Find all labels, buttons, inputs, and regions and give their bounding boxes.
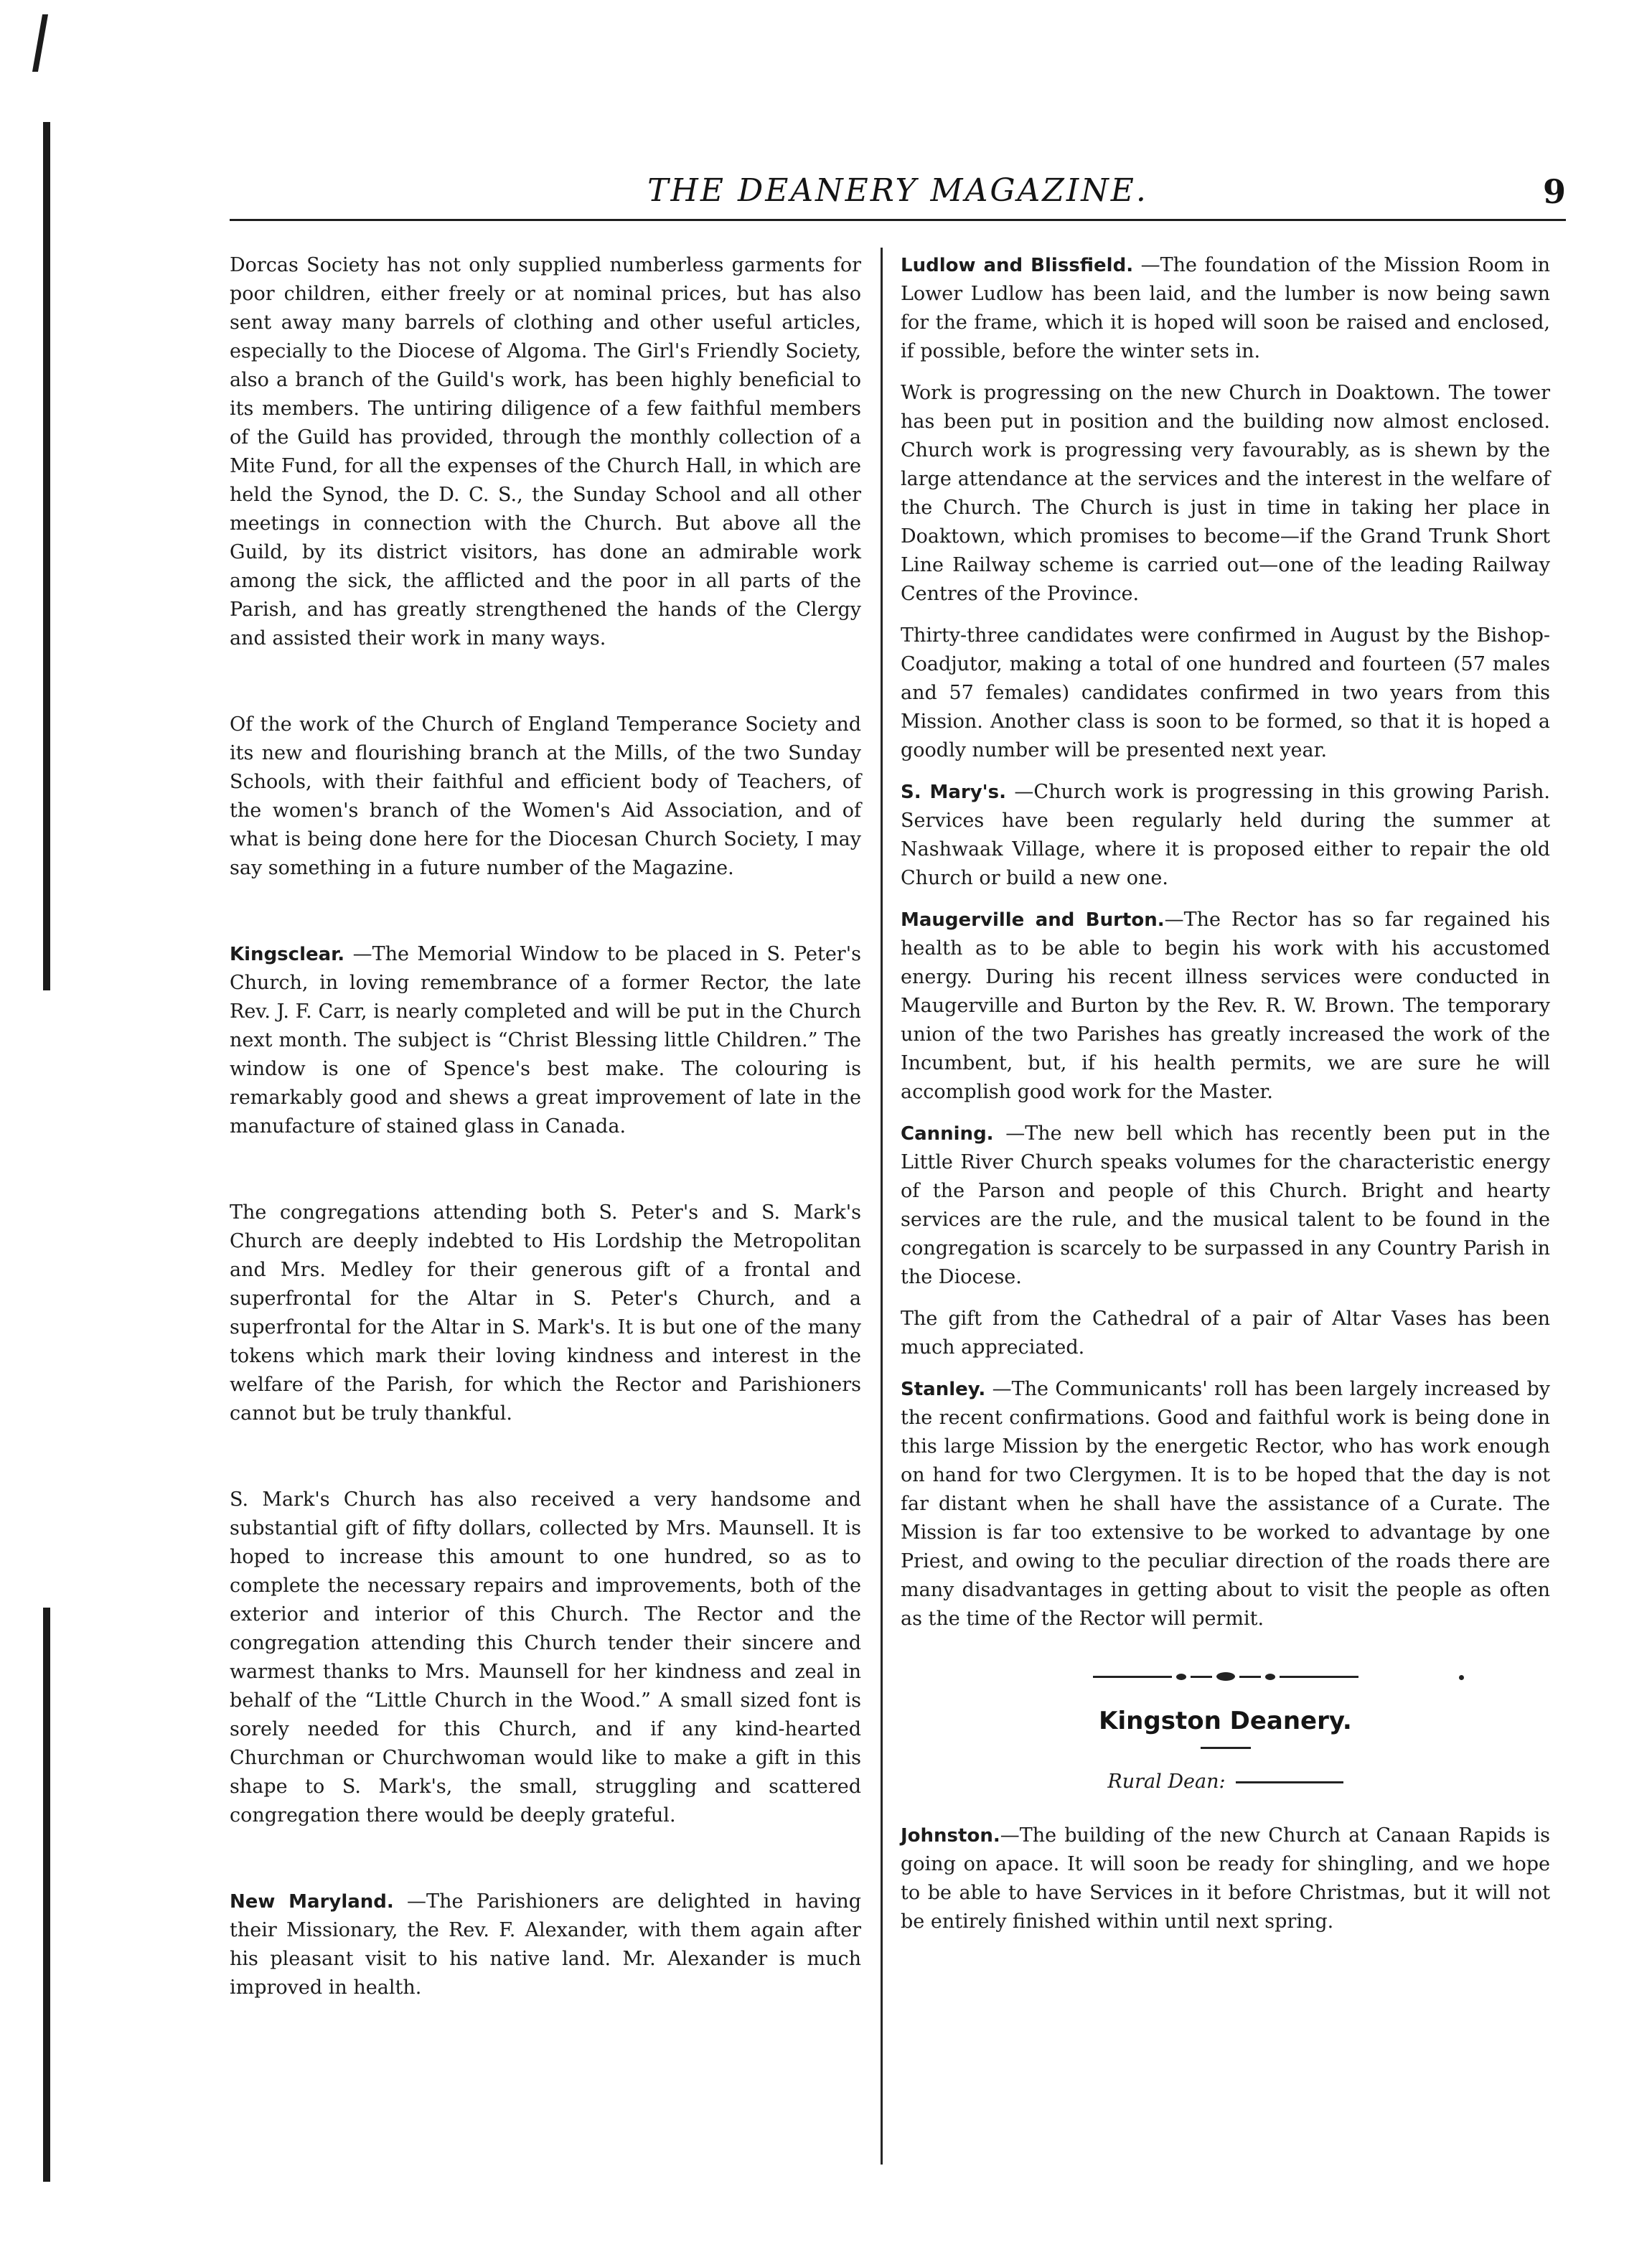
rural-dean-blank (1236, 1781, 1343, 1783)
paragraph-altar-vases (901, 1305, 1550, 1362)
paragraph-s-marks (230, 1486, 861, 1830)
paragraph-text: Work is progressing on the new Church in Doaktown. The tower has been put in position and the building now almost enclosed. Church work is progressing very favourably, as is shewn by the large attendance at the services and the interest in the welfare of the Church. The Church is just in time in taking her place in Doaktown, which promises to become—if the Grand Trunk Short Line Railway scheme is carried out—one of the leading Railway Centres of the Province. (901, 382, 1550, 605)
paragraph-text: —The building of the new Church at Canaan Rapids is going on apace. It will soon be ready for shingling, and we hope to be able to have Services in it before Christmas, but it will not be entirely finished within until next spring. (901, 1824, 1550, 1933)
right-column (901, 251, 1550, 1936)
paragraph-johnston (901, 1821, 1550, 1936)
paragraph-text: —Church work is progressing in this growing Parish. Services have been regularly held during the summer at Nashwaak Village, where it is proposed either to repair the old Church or build a new one. (901, 781, 1550, 889)
paragraph-lead: Johnston. (901, 1825, 1000, 1847)
paragraph-confirmations (901, 622, 1550, 765)
paragraph-text: The gift from the Cathedral of a pair of Altar Vases has been much appreciated. (901, 1308, 1550, 1359)
magazine-title: THE DEANERY MAGAZINE. (647, 172, 1148, 209)
paragraph-temperance (230, 711, 861, 883)
binding-mark (43, 1608, 50, 2182)
paragraph-lead: Maugerville and Burton. (901, 909, 1165, 931)
paragraph-ludlow (901, 251, 1550, 366)
paragraph-text: —The Communicants' roll has been largely increased by the recent confirmations. Good and faithful work is being done in this large Mission by the energetic Rector, who has work enough on hand for two Clergymen. It is to be hoped that the day is not far distant when he shall have the assistance of a Curate. The Mission is far too extensive to be worked to advantage by one Priest, and owing to the peculiar direction of the roads there are many disadvantages in getting about to visit the people as often as the time of the Rector will permit. (901, 1378, 1550, 1630)
paragraph-lead: Ludlow and Blissfield. (901, 255, 1134, 276)
section-heading-kingston: Kingston Deanery. (1099, 1707, 1352, 1735)
paragraph-text: —The Memorial Window to be placed in S. Peter's Church, in loving remembrance of a former Rector, the late Rev. J. F. Carr, is nearly completed and will be put in the Church next month. The subject is “Christ Blessing little Children.” The window is one of Spence's best make. The colouring is remarkably good and shews a great improvement of late in the manufacture of stained glass in Canada. (230, 943, 861, 1138)
paragraph-maugerville (901, 906, 1550, 1107)
paragraph-s-marys (901, 778, 1550, 893)
paragraph-text: —The Parishioners are delighted in having their Missionary, the Rev. F. Alexander, with them again after his pleasant visit to his native land. Mr. Alexander is much improved in health. (230, 1890, 861, 1999)
left-column (230, 251, 861, 2002)
paragraph-text: —The Rector has so far regained his health as to be able to begin his work with his accustomed energy. During his recent illness services were conducted in Maugerville and Burton by the Rev. R. W. Brown. The temporary union of the two Parishes has greatly increased the work of the Incumbent, but, if his health permits, we are sure he will accomplish good work for the Master. (901, 909, 1550, 1103)
rural-dean-line (901, 1771, 1550, 1793)
paragraph-text: Thirty-three candidates were confirmed in August by the Bishop-Coadjutor, making a total of one hundred and fourteen (57 males and 57 females) candidates confirmed in two years from this Mission. Another class is soon to be formed, so that it is hoped a goodly number will be presented next year. (901, 624, 1550, 761)
paragraph-text: —The new bell which has recently been put in the Little River Church speaks volumes for the characteristic energy of the Parson and people of this Church. Bright and hearty services are the rule, and the musical talent to be found in the congregation is scarcely to be surpassed in any Country Parish in the Diocese. (901, 1122, 1550, 1288)
paragraph-new-maryland (230, 1888, 861, 2002)
paragraph-congregations (230, 1199, 861, 1428)
header-rule (230, 219, 1566, 221)
paragraph-lead: New Maryland. (230, 1891, 394, 1913)
paragraph-text: S. Mark's Church has also received a very handsome and substantial gift of fifty dollars, collected by Mrs. Maunsell. It is hoped to increase this amount to one hundred, so as to complete the necessary repairs and improvements, both of the exterior and interior of this Church. The Rector and the congregation attending this Church tender their sincere and warmest thanks to Mrs. Maunsell for her kindness and zeal in behalf of the “Little Church in the Wood.” A small sized font is sorely needed for this Church, and if any kind-hearted Churchman or Churchwoman would like to make a gift in this shape to S. Mark's, the small, struggling and scattered congregation there would be deeply grateful. (230, 1488, 861, 1826)
paragraph-lead: S. Mary's. (901, 782, 1006, 803)
paragraph-text: —The foundation of the Mission Room in Lower Ludlow has been laid, and the lumber is now being sawn for the frame, which it is hoped will soon be raised and enclosed, if possible, before the winter sets in. (901, 254, 1550, 362)
paragraph-lead: Kingsclear. (230, 944, 345, 965)
paragraph-lead: Stanley. (901, 1379, 986, 1400)
running-header (230, 172, 1566, 215)
page-number: 9 (1542, 172, 1566, 211)
rural-dean-label: Rural Dean: (1107, 1771, 1226, 1793)
paragraph-canning (901, 1120, 1550, 1292)
paragraph-stanley (901, 1375, 1550, 1633)
paragraph-text: The congregations attending both S. Peter's and S. Mark's Church are deeply indebted to His Lordship the Metropolitan and Mrs. Medley for their generous gift of a frontal and superfrontal for the Altar in S. Peter's Church, and a superfrontal for the Altar in S. Mark's. It is but one of the many tokens which mark their loving kindness and interest in the welfare of the Parish, for which the Rector and Parishioners cannot but be truly thankful. (230, 1201, 861, 1425)
binding-mark (43, 122, 50, 990)
paragraph-doaktown (901, 379, 1550, 609)
paragraph-text: Of the work of the Church of England Temperance Society and its new and flourishing branch at the Mills, of the two Sunday Schools, with their faithful and efficient body of Teachers, of the women's branch of the Women's Aid Association, and of what is being done here for the Diocesan Church Society, I may say something in a future number of the Magazine. (230, 713, 861, 879)
paragraph-text: Dorcas Society has not only supplied numberless garments for poor children, either freely or at nominal prices, but has also sent away many barrels of clothing and other useful articles, especially to the Diocese of Algoma. The Girl's Friendly Society, also a branch of the Guild's work, has been highly beneficial to its members. The untiring diligence of a few faithful members of the Guild has provided, through the monthly collection of a Mite Fund, for all the expenses of the Church Hall, in which are held the Synod, the D. C. S., the Sunday School and all other meetings in connection with the Church. But above all the Guild, by its district visitors, has done an admirable work among the sick, the afflicted and the poor in all parts of the Parish, and has greatly strengthened the hands of the Clergy and assisted their work in many ways. (230, 254, 861, 650)
paragraph-kingsclear (230, 940, 861, 1141)
heading-rule (1201, 1747, 1251, 1749)
section-ornament (901, 1672, 1550, 1681)
binding-mark (32, 14, 48, 72)
column-divider (881, 248, 883, 2165)
paragraph-guild-work (230, 251, 861, 653)
paragraph-lead: Canning. (901, 1123, 994, 1145)
